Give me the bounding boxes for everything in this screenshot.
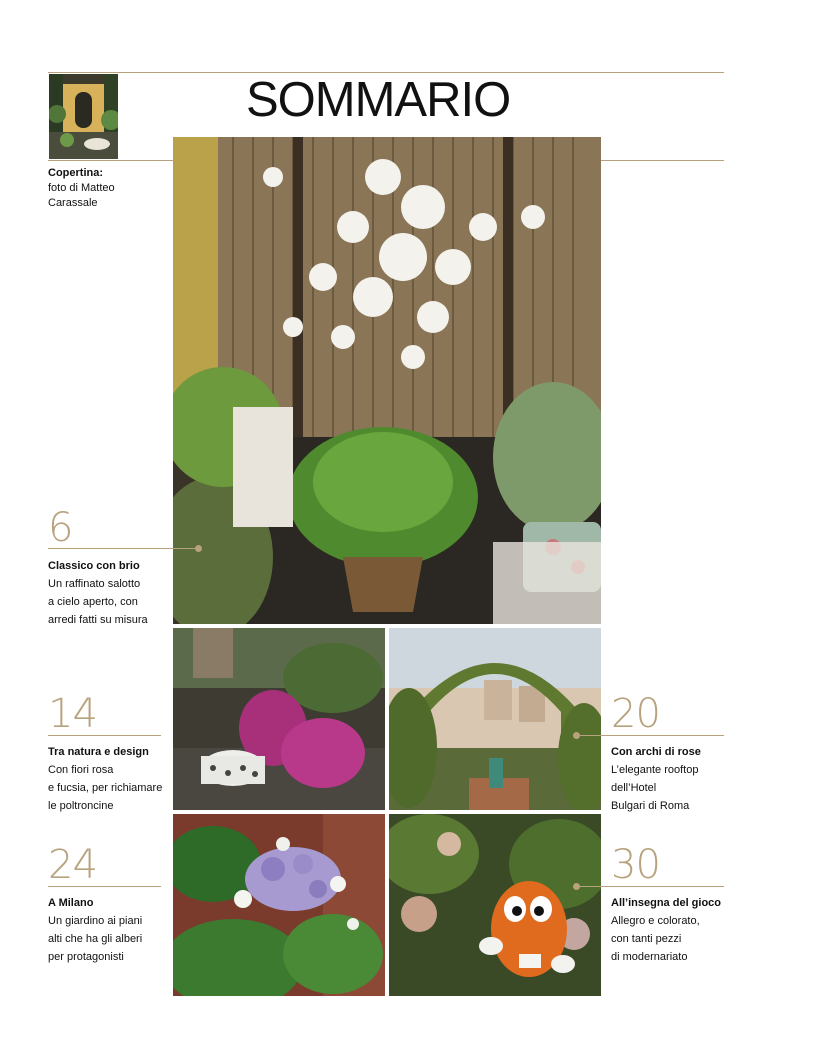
cover-caption-label: Copertina:	[48, 167, 103, 179]
entry-description-line: di modernariato	[611, 951, 688, 963]
cover-thumbnail-image	[49, 74, 118, 159]
entry-description-line: le poltroncine	[48, 800, 114, 812]
entry-title: Classico con brio	[48, 560, 140, 572]
entry-description-line: dell’Hotel	[611, 782, 657, 794]
entry-number: 24	[48, 842, 97, 888]
entry-description-line: arredi fatti su misura	[48, 614, 148, 626]
entry-20-pointer-dot	[573, 732, 580, 739]
entry-6-pointer-dot	[195, 545, 202, 552]
entry-description	[48, 912, 178, 966]
entry-description	[611, 761, 741, 815]
entry-title: Con archi di rose	[611, 746, 701, 758]
entry-title: Tra natura e design	[48, 746, 149, 758]
cover-caption-text: foto di Matteo Carassale	[48, 182, 115, 209]
rose-arches-photo	[389, 628, 601, 810]
entry-description	[611, 912, 741, 966]
cover-caption	[48, 166, 158, 211]
entry-number: 14	[48, 691, 97, 737]
entry-number: 6	[48, 505, 73, 551]
candy-mascot-photo	[389, 814, 601, 996]
entry-description-line: L’elegante rooftop	[611, 764, 699, 776]
entry-description-line: per protagonisti	[48, 951, 124, 963]
entry-description	[48, 761, 178, 815]
entry-description-line: alti che ha gli alberi	[48, 933, 143, 945]
entry-description-line: Con fiori rosa	[48, 764, 114, 776]
entry-description-line: Allegro e colorato,	[611, 915, 700, 927]
main-terrace-photo	[173, 137, 601, 624]
entry-number: 30	[611, 842, 660, 888]
entry-description-line: a cielo aperto, con	[48, 596, 138, 608]
hydrangea-photo	[173, 814, 385, 996]
entry-title: A Milano	[48, 897, 94, 909]
entry-description	[48, 575, 178, 629]
entry-description-line: e fucsia, per richiamare	[48, 782, 163, 794]
entry-description-line: Bulgari di Roma	[611, 800, 690, 812]
entry-30-pointer-dot	[573, 883, 580, 890]
entry-description-line: con tanti pezzi	[611, 933, 682, 945]
entry-number: 20	[611, 691, 660, 737]
pink-chair-photo	[173, 628, 385, 810]
entry-title: All’insegna del gioco	[611, 897, 722, 909]
page-title: SOMMARIO	[246, 73, 511, 127]
entry-description-line: Un giardino ai piani	[48, 915, 143, 927]
entry-description-line: Un raffinato salotto	[48, 578, 141, 590]
